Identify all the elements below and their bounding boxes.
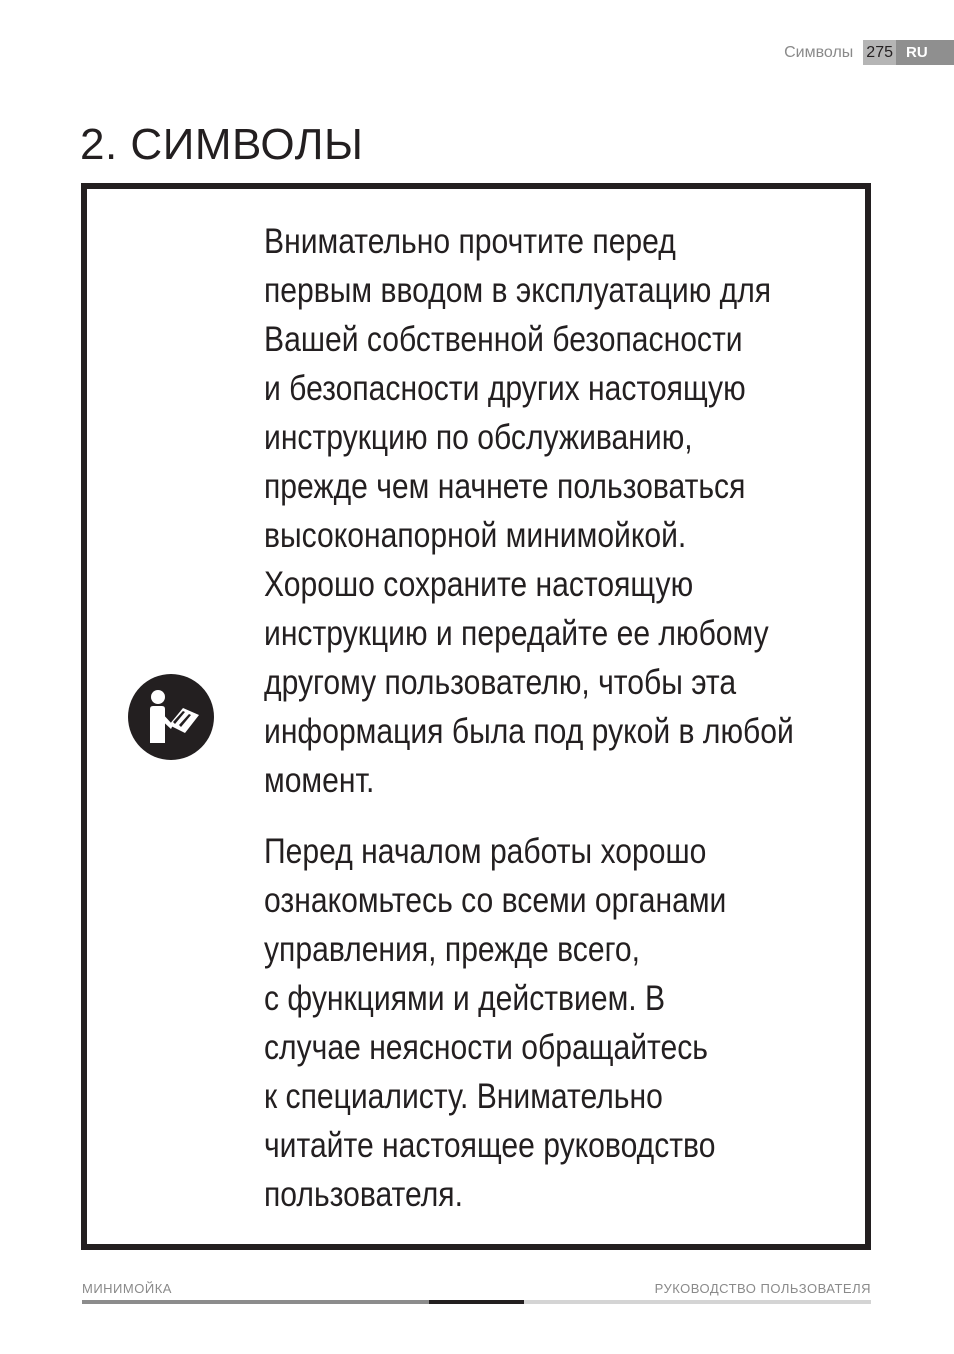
text-line: пользователя. (264, 1175, 463, 1214)
text-line: момент. (264, 761, 375, 800)
text-line: ознакомьтесь со всеми органами (264, 881, 727, 920)
footer-divider-segment (429, 1300, 524, 1304)
text-line: и безопасности других настоящую (264, 369, 746, 408)
paragraph-read-manual (264, 217, 794, 805)
paragraph-controls (264, 827, 789, 1219)
text-line: Перед началом работы хорошо (264, 832, 707, 871)
symbol-box (81, 183, 871, 1250)
running-header (784, 40, 954, 65)
text-line: информация была под рукой в любой (264, 712, 794, 751)
page-number: 275 (863, 40, 896, 65)
text-line: читайте настоящее руководство (264, 1126, 716, 1165)
text-line: управления, прежде всего, (264, 930, 641, 969)
text-line: Вашей собственной безопасности (264, 320, 743, 359)
footer-document-name: РУКОВОДСТВО ПОЛЬЗОВАТЕЛЯ (654, 1281, 871, 1296)
text-line: Внимательно прочтите перед (264, 222, 676, 261)
symbol-description (264, 217, 874, 1219)
page-title: 2. СИМВОЛЫ (80, 120, 364, 169)
text-line: высоконапорной минимойкой. (264, 516, 687, 555)
text-line: к специалисту. Внимательно (264, 1077, 663, 1116)
footer-divider (82, 1300, 871, 1304)
text-line: инструкцию и передайте ее любому (264, 614, 769, 653)
text-line: первым вводом в эксплуатацию для (264, 271, 772, 310)
text-line: Хорошо сохраните настоящую (264, 565, 694, 604)
text-line: прежде чем начнете пользоваться (264, 467, 746, 506)
text-line: другому пользователю, чтобы эта (264, 663, 737, 702)
read-manual-icon (127, 673, 215, 761)
text-line: случае неясности обращайтесь (264, 1028, 708, 1067)
text-line: с функциями и действием. В (264, 979, 666, 1018)
footer-divider-segment (524, 1300, 871, 1304)
footer-product-name: МИНИМОЙКА (82, 1281, 172, 1296)
text-line: инструкцию по обслуживанию, (264, 418, 693, 457)
header-section-name: Символы (784, 43, 854, 61)
footer-divider-segment (82, 1300, 429, 1304)
language-badge: RU (896, 40, 954, 65)
